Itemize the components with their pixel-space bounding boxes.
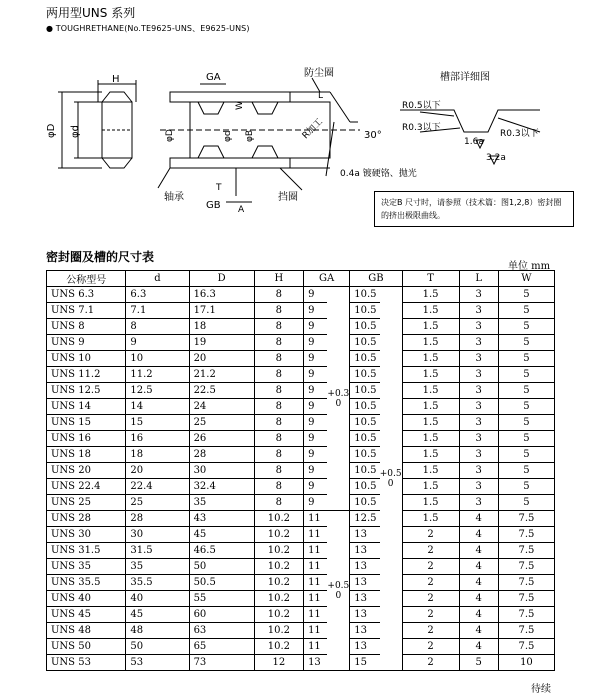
- cell-model: UNS 6.3: [47, 287, 126, 303]
- cell-GB: 13: [350, 559, 380, 575]
- seal-cross-section: [58, 80, 136, 168]
- cell-d: 53: [126, 655, 189, 671]
- cell-T: 1.5: [402, 479, 459, 495]
- cell-GA: 9: [304, 383, 328, 399]
- cell-L: 3: [459, 303, 498, 319]
- cell-D: 65: [189, 639, 254, 655]
- cell-H: 10.2: [254, 559, 303, 575]
- cell-model: UNS 22.4: [47, 479, 126, 495]
- label-r05: R0.5以下: [402, 101, 441, 111]
- cell-D: 19: [189, 335, 254, 351]
- cell-L: 3: [459, 415, 498, 431]
- header-H: H: [254, 271, 303, 287]
- gb-tol-upper: +0.5: [379, 468, 402, 479]
- cell-d: 18: [126, 447, 189, 463]
- cell-model: UNS 15: [47, 415, 126, 431]
- cell-H: 8: [254, 479, 303, 495]
- cell-T: 1.5: [402, 287, 459, 303]
- cell-T: 1.5: [402, 303, 459, 319]
- cell-GA: 13: [304, 655, 328, 671]
- cell-H: 8: [254, 415, 303, 431]
- cell-H: 8: [254, 351, 303, 367]
- cell-D: 20: [189, 351, 254, 367]
- cell-W: 5: [498, 287, 554, 303]
- dim-phiD: φD: [46, 123, 57, 138]
- cell-W: 7.5: [498, 559, 554, 575]
- cell-D: 50.5: [189, 575, 254, 591]
- cell-T: 2: [402, 639, 459, 655]
- cell-W: 5: [498, 431, 554, 447]
- table-row: [47, 479, 555, 495]
- cell-model: UNS 48: [47, 623, 126, 639]
- header-D: D: [189, 271, 254, 287]
- cell-d: 28: [126, 511, 189, 527]
- cell-L: 4: [459, 511, 498, 527]
- label-bearing: 轴承: [164, 192, 184, 203]
- cell-L: 3: [459, 495, 498, 511]
- table-row: [47, 383, 555, 399]
- cell-GB: 10.5: [350, 431, 380, 447]
- cell-GA: 9: [304, 319, 328, 335]
- cell-L: 3: [459, 479, 498, 495]
- dim-T: T: [216, 183, 222, 193]
- header-d: d: [126, 271, 189, 287]
- table-row: [47, 303, 555, 319]
- cell-T: 1.5: [402, 351, 459, 367]
- cell-d: 16: [126, 431, 189, 447]
- table-row: [47, 607, 555, 623]
- cell-model: UNS 8: [47, 319, 126, 335]
- page-title: 两用型UNS 系列: [46, 6, 136, 20]
- cell-W: 7.5: [498, 607, 554, 623]
- cell-model: UNS 18: [47, 447, 126, 463]
- cell-W: 5: [498, 495, 554, 511]
- unit-label: 单位 mm: [508, 261, 551, 272]
- table-row: [47, 527, 555, 543]
- cell-W: 5: [498, 415, 554, 431]
- cell-H: 8: [254, 431, 303, 447]
- cell-GB: 15: [350, 655, 380, 671]
- cell-GA: 11: [304, 623, 328, 639]
- cell-GB: 13: [350, 623, 380, 639]
- cell-W: 7.5: [498, 623, 554, 639]
- cell-GA: 9: [304, 447, 328, 463]
- table-row: [47, 447, 555, 463]
- label-groove-detail: 槽部详细图: [440, 72, 490, 83]
- cell-W: 5: [498, 447, 554, 463]
- cell-D: 26: [189, 431, 254, 447]
- cell-d: 15: [126, 415, 189, 431]
- cell-H: 10.2: [254, 527, 303, 543]
- cell-d: 6.3: [126, 287, 189, 303]
- cell-model: UNS 30: [47, 527, 126, 543]
- cell-GB: 10.5: [350, 447, 380, 463]
- cell-H: 10.2: [254, 511, 303, 527]
- cell-H: 8: [254, 447, 303, 463]
- cell-D: 21.2: [189, 367, 254, 383]
- table-body: [47, 287, 555, 671]
- angle-30: 30°: [364, 130, 382, 141]
- cell-GB: 10.5: [350, 415, 380, 431]
- ga-tol1-lower: 0: [335, 398, 342, 409]
- cell-W: 5: [498, 399, 554, 415]
- dim-GA: GA: [206, 72, 221, 83]
- cell-model: UNS 35: [47, 559, 126, 575]
- cell-D: 17.1: [189, 303, 254, 319]
- cell-d: 40: [126, 591, 189, 607]
- cell-W: 5: [498, 367, 554, 383]
- table-row: [47, 335, 555, 351]
- cell-W: 5: [498, 303, 554, 319]
- header-GA: GA: [304, 271, 350, 287]
- cell-L: 3: [459, 319, 498, 335]
- product-subtitle: ● TOUGHRETHANE(No.TE9625-UNS、E9625-UNS): [46, 24, 250, 33]
- cell-model: UNS 11.2: [47, 367, 126, 383]
- header-GB: GB: [350, 271, 402, 287]
- table-row: [47, 415, 555, 431]
- dim-phiB: φB: [245, 129, 255, 142]
- cell-T: 2: [402, 575, 459, 591]
- cell-L: 3: [459, 431, 498, 447]
- cell-GA: 9: [304, 335, 328, 351]
- cell-W: 7.5: [498, 527, 554, 543]
- cell-T: 2: [402, 655, 459, 671]
- table-row: [47, 463, 555, 479]
- ga-tol1-upper: +0.3: [327, 388, 350, 399]
- cell-d: 7.1: [126, 303, 189, 319]
- cell-D: 30: [189, 463, 254, 479]
- cell-L: 4: [459, 575, 498, 591]
- table-row: [47, 495, 555, 511]
- cell-model: UNS 7.1: [47, 303, 126, 319]
- cell-model: UNS 14: [47, 399, 126, 415]
- cell-H: 10.2: [254, 591, 303, 607]
- label-dust-ring: 防尘圈: [304, 68, 334, 79]
- cell-GA: 9: [304, 463, 328, 479]
- cell-d: 50: [126, 639, 189, 655]
- header-L: L: [459, 271, 498, 287]
- cell-L: 4: [459, 527, 498, 543]
- cell-D: 16.3: [189, 287, 254, 303]
- cell-H: 8: [254, 383, 303, 399]
- cell-W: 5: [498, 335, 554, 351]
- ga-tolerance-2: [327, 511, 349, 671]
- cell-D: 22.5: [189, 383, 254, 399]
- cell-d: 30: [126, 527, 189, 543]
- cell-model: UNS 10: [47, 351, 126, 367]
- cell-W: 7.5: [498, 543, 554, 559]
- table-row: [47, 367, 555, 383]
- cell-W: 10: [498, 655, 554, 671]
- gb-tolerance: [380, 287, 402, 671]
- table-row: [47, 559, 555, 575]
- cell-model: UNS 9: [47, 335, 126, 351]
- cell-GB: 13: [350, 575, 380, 591]
- design-note: 决定B 尺寸时，请参照（技术篇：图1,2,8）密封圈的挤出极限曲线。: [374, 191, 574, 227]
- cell-model: UNS 53: [47, 655, 126, 671]
- cell-W: 5: [498, 383, 554, 399]
- cell-H: 8: [254, 319, 303, 335]
- cell-GB: 12.5: [350, 511, 380, 527]
- cell-GA: 11: [304, 543, 328, 559]
- cell-GA: 11: [304, 511, 328, 527]
- table-row: [47, 399, 555, 415]
- dim-phid: φd: [70, 125, 81, 138]
- cell-H: 8: [254, 335, 303, 351]
- cell-GA: 11: [304, 527, 328, 543]
- ga-tol2-upper: +0.5: [327, 580, 350, 591]
- cell-GB: 10.5: [350, 335, 380, 351]
- cell-L: 3: [459, 463, 498, 479]
- cell-L: 3: [459, 399, 498, 415]
- cell-L: 4: [459, 639, 498, 655]
- cell-GA: 11: [304, 575, 328, 591]
- cell-D: 32.4: [189, 479, 254, 495]
- cell-GB: 13: [350, 607, 380, 623]
- header-T: T: [402, 271, 459, 287]
- cell-d: 20: [126, 463, 189, 479]
- dim-phiD-tol: φD: [165, 129, 175, 142]
- cell-L: 3: [459, 351, 498, 367]
- cell-GA: 11: [304, 591, 328, 607]
- cell-L: 4: [459, 591, 498, 607]
- label-backup-ring: 挡圈: [278, 192, 298, 203]
- cell-GB: 13: [350, 527, 380, 543]
- cell-H: 12: [254, 655, 303, 671]
- cell-d: 35.5: [126, 575, 189, 591]
- cell-T: 2: [402, 607, 459, 623]
- table-row: [47, 591, 555, 607]
- cell-H: 10.2: [254, 623, 303, 639]
- dim-A: A: [238, 205, 245, 215]
- table-row: [47, 575, 555, 591]
- label-finish: 0.4a 镀硬铬、抛光: [340, 169, 417, 179]
- table-row: [47, 623, 555, 639]
- cell-L: 4: [459, 543, 498, 559]
- dim-GB: GB: [206, 200, 221, 211]
- cell-H: 8: [254, 495, 303, 511]
- cell-GB: 10.5: [350, 303, 380, 319]
- cell-T: 1.5: [402, 415, 459, 431]
- cell-D: 50: [189, 559, 254, 575]
- cell-GB: 10.5: [350, 463, 380, 479]
- cell-GB: 13: [350, 639, 380, 655]
- cell-GB: 10.5: [350, 319, 380, 335]
- label-r03-right: R0.3以下: [500, 129, 539, 139]
- cell-L: 3: [459, 335, 498, 351]
- table-row: [47, 655, 555, 671]
- cell-T: 1.5: [402, 495, 459, 511]
- cell-d: 9: [126, 335, 189, 351]
- cell-W: 7.5: [498, 511, 554, 527]
- cell-T: 1.5: [402, 463, 459, 479]
- cell-W: 5: [498, 319, 554, 335]
- cell-L: 4: [459, 607, 498, 623]
- table-title: 密封圈及槽的尺寸表: [46, 250, 155, 264]
- cell-d: 22.4: [126, 479, 189, 495]
- cell-H: 10.2: [254, 607, 303, 623]
- cell-GB: 10.5: [350, 287, 380, 303]
- cell-H: 8: [254, 463, 303, 479]
- cell-T: 2: [402, 623, 459, 639]
- cell-T: 2: [402, 591, 459, 607]
- cell-GB: 10.5: [350, 495, 380, 511]
- label-ra32: 3.2a: [486, 153, 506, 163]
- cell-model: UNS 35.5: [47, 575, 126, 591]
- cell-T: 2: [402, 543, 459, 559]
- cell-d: 45: [126, 607, 189, 623]
- cell-D: 24: [189, 399, 254, 415]
- cell-GA: 9: [304, 399, 328, 415]
- cell-GA: 9: [304, 351, 328, 367]
- cell-W: 5: [498, 351, 554, 367]
- cell-L: 4: [459, 623, 498, 639]
- cell-L: 4: [459, 559, 498, 575]
- cell-GA: 9: [304, 415, 328, 431]
- cell-model: UNS 28: [47, 511, 126, 527]
- cell-GB: 10.5: [350, 479, 380, 495]
- cell-W: 7.5: [498, 639, 554, 655]
- cell-T: 1.5: [402, 383, 459, 399]
- gb-tol-lower: 0: [387, 478, 394, 489]
- cell-T: 1.5: [402, 319, 459, 335]
- cell-GA: 11: [304, 639, 328, 655]
- cell-D: 60: [189, 607, 254, 623]
- label-r03-left: R0.3以下: [402, 123, 441, 133]
- cell-H: 8: [254, 287, 303, 303]
- ga-tolerance-1: [327, 287, 349, 511]
- table-row: [47, 511, 555, 527]
- cell-D: 28: [189, 447, 254, 463]
- cell-W: 5: [498, 479, 554, 495]
- cell-GA: 9: [304, 495, 328, 511]
- cell-T: 1.5: [402, 399, 459, 415]
- assembly-view: [158, 78, 360, 202]
- cell-H: 10.2: [254, 543, 303, 559]
- cell-d: 12.5: [126, 383, 189, 399]
- table-row: [47, 287, 555, 303]
- cell-D: 63: [189, 623, 254, 639]
- cell-H: 10.2: [254, 575, 303, 591]
- cell-GB: 13: [350, 591, 380, 607]
- header-W: W: [498, 271, 554, 287]
- cell-L: 3: [459, 367, 498, 383]
- cell-GB: 13: [350, 543, 380, 559]
- cell-model: UNS 12.5: [47, 383, 126, 399]
- label-R-machining: R加工: [300, 116, 326, 142]
- cell-d: 8: [126, 319, 189, 335]
- cell-GB: 10.5: [350, 351, 380, 367]
- cell-L: 5: [459, 655, 498, 671]
- table-header-row: [47, 271, 555, 287]
- dim-phid-h9: φd: [223, 130, 233, 142]
- cell-D: 45: [189, 527, 254, 543]
- cell-T: 1.5: [402, 511, 459, 527]
- cell-GB: 10.5: [350, 367, 380, 383]
- cell-T: 1.5: [402, 367, 459, 383]
- cell-H: 8: [254, 367, 303, 383]
- cell-d: 25: [126, 495, 189, 511]
- cell-W: 7.5: [498, 575, 554, 591]
- cell-model: UNS 31.5: [47, 543, 126, 559]
- cell-T: 1.5: [402, 431, 459, 447]
- cell-GA: 11: [304, 559, 328, 575]
- cell-model: UNS 20: [47, 463, 126, 479]
- cell-GA: 11: [304, 607, 328, 623]
- cell-L: 3: [459, 447, 498, 463]
- cell-GB: 10.5: [350, 399, 380, 415]
- cell-T: 1.5: [402, 335, 459, 351]
- dim-W: W: [235, 101, 245, 110]
- cell-H: 10.2: [254, 639, 303, 655]
- dim-H: H: [112, 74, 120, 85]
- cell-D: 25: [189, 415, 254, 431]
- cell-model: UNS 50: [47, 639, 126, 655]
- cell-D: 55: [189, 591, 254, 607]
- cell-W: 5: [498, 463, 554, 479]
- cell-d: 11.2: [126, 367, 189, 383]
- cell-model: UNS 45: [47, 607, 126, 623]
- cell-T: 2: [402, 527, 459, 543]
- cell-T: 2: [402, 559, 459, 575]
- ga-tol2-lower: 0: [335, 590, 342, 601]
- cell-H: 8: [254, 399, 303, 415]
- cell-D: 73: [189, 655, 254, 671]
- cell-d: 35: [126, 559, 189, 575]
- cell-model: UNS 25: [47, 495, 126, 511]
- cell-L: 3: [459, 287, 498, 303]
- cell-GB: 10.5: [350, 383, 380, 399]
- table-row: [47, 639, 555, 655]
- cell-d: 14: [126, 399, 189, 415]
- cell-GA: 9: [304, 287, 328, 303]
- cell-d: 10: [126, 351, 189, 367]
- cell-d: 31.5: [126, 543, 189, 559]
- cell-D: 43: [189, 511, 254, 527]
- cell-L: 3: [459, 383, 498, 399]
- cell-T: 1.5: [402, 447, 459, 463]
- cell-H: 8: [254, 303, 303, 319]
- table-row: [47, 319, 555, 335]
- header-model: 公称型号: [47, 271, 126, 287]
- cell-W: 7.5: [498, 591, 554, 607]
- cell-GA: 9: [304, 367, 328, 383]
- cell-GA: 9: [304, 303, 328, 319]
- dim-L: L: [318, 91, 324, 101]
- cell-GA: 9: [304, 479, 328, 495]
- cell-D: 18: [189, 319, 254, 335]
- cell-d: 48: [126, 623, 189, 639]
- label-ra16: 1.6a: [464, 137, 484, 147]
- cell-GA: 9: [304, 431, 328, 447]
- cell-model: UNS 16: [47, 431, 126, 447]
- continued-label: 待续: [531, 684, 551, 695]
- dimension-table: [46, 270, 555, 671]
- cell-model: UNS 40: [47, 591, 126, 607]
- table-row: [47, 431, 555, 447]
- cell-D: 35: [189, 495, 254, 511]
- table-row: [47, 351, 555, 367]
- table-row: [47, 543, 555, 559]
- cell-D: 46.5: [189, 543, 254, 559]
